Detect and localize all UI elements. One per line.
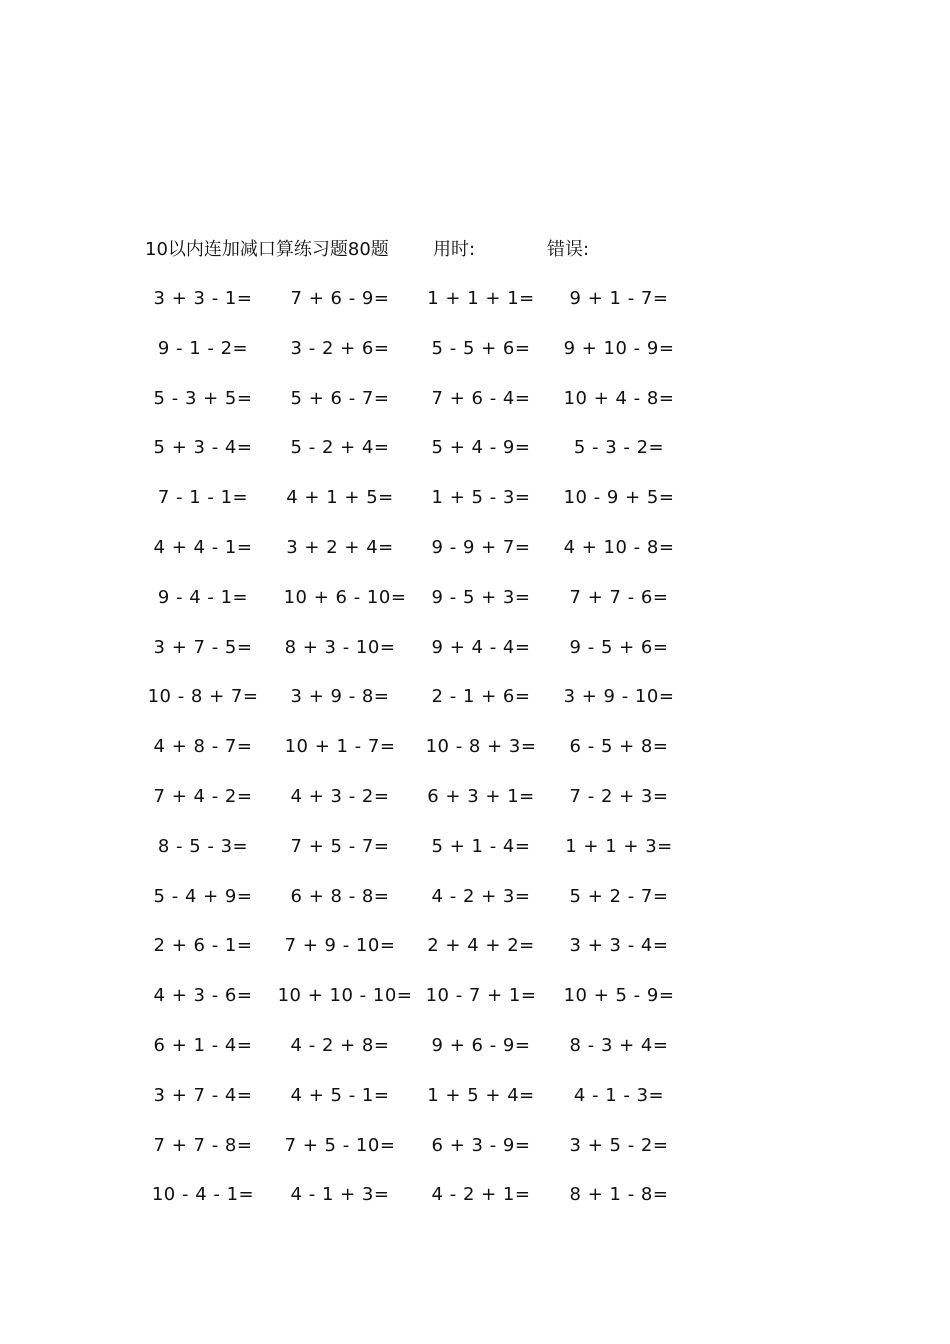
arithmetic-problem: 6 + 3 - 9= xyxy=(431,1134,531,1156)
arithmetic-problem: 7 + 6 - 4= xyxy=(431,387,531,409)
arithmetic-problem: 7 + 7 - 8= xyxy=(153,1134,253,1156)
problem-row xyxy=(0,483,950,513)
arithmetic-problem: 9 + 10 - 9= xyxy=(563,337,675,359)
arithmetic-problem: 2 - 1 + 6= xyxy=(431,686,531,708)
problem-row xyxy=(0,334,950,364)
arithmetic-problem: 9 - 1 - 2= xyxy=(157,337,249,359)
problem-row xyxy=(0,433,950,463)
arithmetic-problem: 10 - 7 + 1= xyxy=(425,985,537,1007)
arithmetic-problem: 4 + 1 + 5= xyxy=(286,487,394,509)
arithmetic-problem: 3 + 2 + 4= xyxy=(286,537,394,558)
arithmetic-problem: 2 + 4 + 2= xyxy=(427,935,535,957)
problem-row xyxy=(0,882,950,912)
arithmetic-problem: 3 + 9 - 10= xyxy=(563,686,675,708)
arithmetic-problem: 2 + 6 - 1= xyxy=(153,935,253,957)
problem-row xyxy=(0,981,950,1011)
arithmetic-problem: 10 + 5 - 9= xyxy=(563,985,675,1007)
problem-row xyxy=(0,633,950,663)
arithmetic-problem: 4 - 2 + 8= xyxy=(290,1035,390,1056)
arithmetic-problem: 7 + 6 - 9= xyxy=(290,288,390,309)
arithmetic-problem: 7 + 9 - 10= xyxy=(284,935,396,957)
arithmetic-problem: 5 + 4 - 9= xyxy=(431,437,531,459)
arithmetic-problem: 7 + 5 - 10= xyxy=(284,1134,396,1156)
problem-row xyxy=(0,1131,950,1161)
problem-row xyxy=(0,931,950,961)
arithmetic-problem: 1 + 5 + 4= xyxy=(427,1084,535,1106)
arithmetic-problem: 10 + 6 - 10= xyxy=(283,586,407,608)
arithmetic-problem: 6 + 8 - 8= xyxy=(290,885,390,907)
arithmetic-problem: 8 - 5 - 3= xyxy=(157,835,249,857)
arithmetic-problem: 9 + 4 - 4= xyxy=(431,636,531,658)
arithmetic-problem: 3 + 7 - 4= xyxy=(153,1084,253,1106)
arithmetic-problem: 5 - 3 - 2= xyxy=(573,437,665,459)
problem-row xyxy=(0,384,950,414)
arithmetic-problem: 5 + 6 - 7= xyxy=(290,387,390,409)
arithmetic-problem: 3 + 3 - 1= xyxy=(153,288,253,309)
arithmetic-problem: 4 + 4 - 1= xyxy=(153,537,253,558)
problem-row xyxy=(0,832,950,862)
arithmetic-problem: 4 - 2 + 1= xyxy=(431,1184,531,1206)
arithmetic-problem: 10 - 8 + 3= xyxy=(425,736,537,758)
arithmetic-problem: 10 + 4 - 8= xyxy=(563,387,675,409)
worksheet-title: 10以内连加减口算练习题80题 xyxy=(145,239,389,260)
problem-row xyxy=(0,682,950,712)
arithmetic-problem: 7 + 4 - 2= xyxy=(153,786,253,807)
problem-row xyxy=(0,732,950,762)
problem-row xyxy=(0,1031,950,1061)
arithmetic-problem: 3 + 7 - 5= xyxy=(153,636,253,658)
arithmetic-problem: 1 + 1 + 3= xyxy=(565,835,673,857)
error-count-label: 错误: xyxy=(547,239,590,260)
arithmetic-problem: 5 + 1 - 4= xyxy=(431,835,531,857)
arithmetic-problem: 3 + 5 - 2= xyxy=(569,1134,669,1156)
arithmetic-problem: 9 + 1 - 7= xyxy=(569,288,669,309)
arithmetic-problem: 5 - 4 + 9= xyxy=(153,885,253,907)
arithmetic-problem: 4 - 1 + 3= xyxy=(290,1184,390,1206)
arithmetic-problem: 7 - 2 + 3= xyxy=(569,786,669,807)
arithmetic-problem: 5 - 5 + 6= xyxy=(431,337,531,359)
problem-row xyxy=(0,1081,950,1111)
arithmetic-problem: 10 - 8 + 7= xyxy=(147,686,259,708)
arithmetic-problem: 5 - 3 + 5= xyxy=(153,387,253,409)
arithmetic-problem: 10 + 1 - 7= xyxy=(284,736,396,758)
time-used-label: 用时: xyxy=(433,239,476,260)
arithmetic-problem: 5 + 3 - 4= xyxy=(153,437,253,459)
arithmetic-problem: 3 + 3 - 4= xyxy=(569,935,669,957)
arithmetic-problem: 6 + 3 + 1= xyxy=(427,786,535,807)
problem-row xyxy=(0,533,950,563)
worksheet-header xyxy=(0,236,950,266)
arithmetic-problem: 4 + 5 - 1= xyxy=(290,1084,390,1106)
arithmetic-problem: 4 + 10 - 8= xyxy=(563,537,675,558)
problem-row xyxy=(0,1180,950,1210)
arithmetic-problem: 5 + 2 - 7= xyxy=(569,885,669,907)
arithmetic-problem: 1 + 1 + 1= xyxy=(427,288,535,309)
arithmetic-problem: 9 - 4 - 1= xyxy=(157,586,249,608)
arithmetic-problem: 3 + 9 - 8= xyxy=(290,686,390,708)
arithmetic-problem: 7 + 5 - 7= xyxy=(290,835,390,857)
arithmetic-problem: 9 - 5 + 3= xyxy=(431,586,531,608)
arithmetic-problem: 7 + 7 - 6= xyxy=(569,586,669,608)
arithmetic-problem: 9 - 5 + 6= xyxy=(569,636,669,658)
arithmetic-problem: 4 + 8 - 7= xyxy=(153,736,253,758)
arithmetic-problem: 9 + 6 - 9= xyxy=(431,1035,531,1056)
arithmetic-problem: 6 - 5 + 8= xyxy=(569,736,669,758)
arithmetic-problem: 8 + 1 - 8= xyxy=(569,1184,669,1206)
arithmetic-problem: 3 - 2 + 6= xyxy=(290,337,390,359)
arithmetic-problem: 4 - 1 - 3= xyxy=(573,1084,665,1106)
arithmetic-problem: 8 - 3 + 4= xyxy=(569,1035,669,1056)
problem-row xyxy=(0,782,950,812)
arithmetic-problem: 6 + 1 - 4= xyxy=(153,1035,253,1056)
arithmetic-problem: 4 + 3 - 2= xyxy=(290,786,390,807)
arithmetic-problem: 10 - 4 - 1= xyxy=(151,1184,255,1206)
problem-row xyxy=(0,583,950,613)
arithmetic-problem: 4 + 3 - 6= xyxy=(153,985,253,1007)
arithmetic-problem: 9 - 9 + 7= xyxy=(431,537,531,558)
arithmetic-problem: 10 - 9 + 5= xyxy=(563,487,675,509)
arithmetic-problem: 4 - 2 + 3= xyxy=(431,885,531,907)
arithmetic-problem: 1 + 5 - 3= xyxy=(431,487,531,509)
arithmetic-problem: 8 + 3 - 10= xyxy=(284,636,396,658)
problem-row xyxy=(0,284,950,314)
arithmetic-problem: 10 + 10 - 10= xyxy=(277,985,413,1007)
arithmetic-problem: 5 - 2 + 4= xyxy=(290,437,390,459)
arithmetic-problem: 7 - 1 - 1= xyxy=(157,487,249,509)
